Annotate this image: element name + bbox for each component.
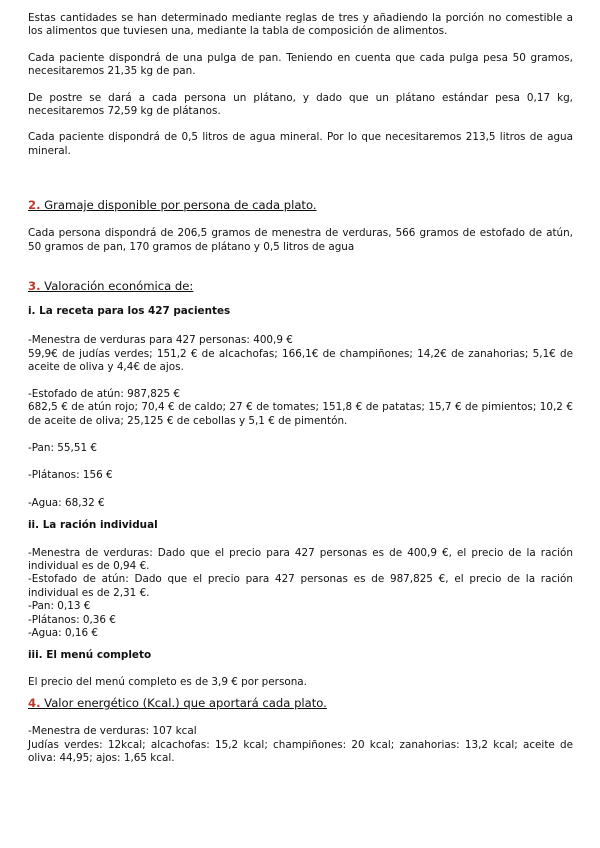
platanos-cost: -Plátanos: 156 € xyxy=(28,469,113,482)
subsection-iii-heading: iii. El menú completo xyxy=(28,649,152,662)
agua-cost: -Agua: 68,32 € xyxy=(28,496,105,509)
menestra-total: -Menestra de verduras para 427 personas: 400,9 € xyxy=(28,334,293,347)
document-page xyxy=(28,12,573,765)
individual-menestra: -Menestra de verduras: Dado que el precio para 427 personas es de 400,9 €, el precio de la ración individual es de 0,94 €. xyxy=(28,546,573,572)
section-3-number: 3. xyxy=(28,279,41,294)
energy-detail: Judías verdes: 12kcal; alcachofas: 15,2 kcal; champiñones: 20 kcal; zanahorias: 13,2 kcal; aceite de oliva: 44,95; ajos: 1,65 kcal. xyxy=(28,738,573,764)
individual-estofado: -Estofado de atún: Dado que el precio para 427 personas es de 987,825 €, el precio de la ración individual es de 2,31 €. xyxy=(28,573,573,599)
section-4-number: 4. xyxy=(28,696,41,711)
section-2-title: Gramaje disponible por persona de cada plato. xyxy=(40,198,317,213)
intro-paragraph-4: Cada paciente dispondrá de 0,5 litros de agua mineral. Por lo que necesitaremos 213,5 litros de agua mineral. xyxy=(28,131,573,157)
menu-total-text: El precio del menú completo es de 3,9 € por persona. xyxy=(28,675,307,688)
individual-agua: -Agua: 0,16 € xyxy=(28,626,99,639)
section-2-heading xyxy=(28,198,573,213)
pan-cost: -Pan: 55,51 € xyxy=(28,441,97,454)
estofado-total: -Estofado de atún: 987,825 € xyxy=(28,387,181,400)
section-3-heading xyxy=(28,279,573,294)
intro-paragraph-2: Cada paciente dispondrá de una pulga de pan. Teniendo en cuenta que cada pulga pesa 50 gramos, necesitaremos 21,35 kg de pan. xyxy=(28,51,573,78)
subsection-i-heading: i. La receta para los 427 pacientes xyxy=(28,305,231,318)
estofado-detail: 682,5 € de atún rojo; 70,4 € de caldo; 27 € de tomates; 151,8 € de patatas; 15,7 € de pimientos; 10,2 € de aceite de oliva; 25,125 € de cebollas y 5,1 € de pimentón. xyxy=(28,401,573,427)
energy-menestra: -Menestra de verduras: 107 kcal xyxy=(28,725,197,738)
menestra-detail: 59,9€ de judías verdes; 151,2 € de alcachofas; 166,1€ de champiñones; 14,2€ de zanahorias; 5,1€ de aceite de oliva y 4,4€ de ajos. xyxy=(28,347,573,374)
intro-paragraph-3: De postre se dará a cada persona un plátano, y dado que un plátano estándar pesa 0,17 kg, necesitaremos 72,59 kg de plátanos. xyxy=(28,91,573,118)
section-4-title: Valor energético (Kcal.) que aportará cada plato. xyxy=(40,696,327,711)
section-3-title: Valoración económica de: xyxy=(40,279,194,294)
intro-paragraph-1: Estas cantidades se han determinado mediante reglas de tres y añadiendo la porción no comestible a los alimentos que tuviesen una, mediante la tabla de composición de alimentos. xyxy=(28,12,573,38)
individual-platanos: -Plátanos: 0,36 € xyxy=(28,613,116,626)
section-2-number: 2. xyxy=(28,198,41,213)
subsection-ii-heading: ii. La ración individual xyxy=(28,519,158,532)
section-2-text: Cada persona dispondrá de 206,5 gramos de menestra de verduras, 566 gramos de estofado de atún, 50 gramos de pan, 170 gramos de plátano y 0,5 litros de agua xyxy=(28,227,573,253)
individual-pan: -Pan: 0,13 € xyxy=(28,600,91,613)
section-4-heading xyxy=(28,696,573,711)
